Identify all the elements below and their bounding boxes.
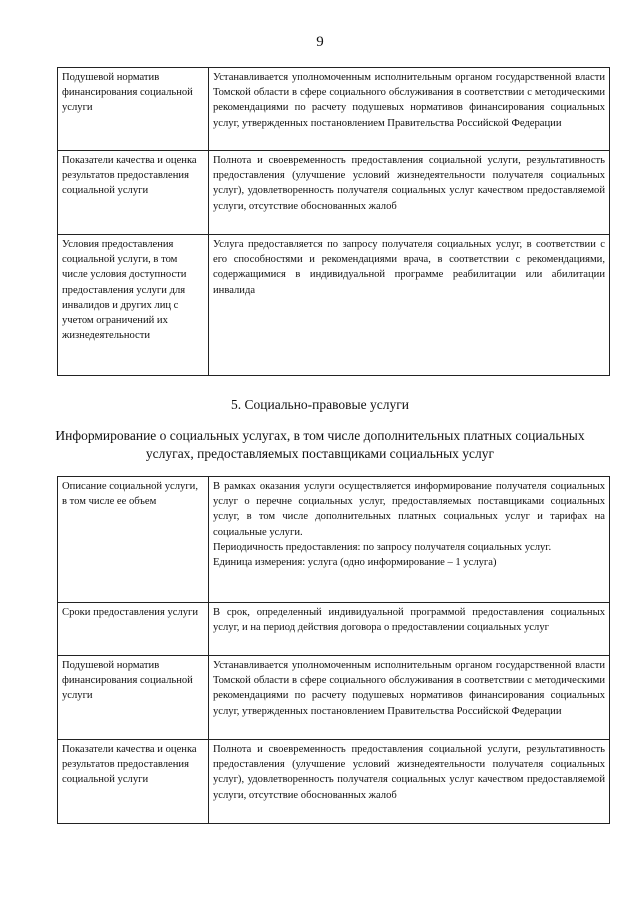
row-label: Показатели качества и оценка результатов предоставления социальной услуги — [58, 740, 209, 824]
row-unit: Единица измерения: услуга (одно информирование – 1 услуга) — [213, 557, 497, 569]
row-text: Устанавливается уполномоченным исполнительным органом государственной власти Томской области в сфере социального обслуживания в соответствии с методическими рекомендациями по расчету подушевых нормативов финансирования социальных услуг, утвержденных постановлением Правительства Российской Федерации — [209, 656, 610, 740]
service-heading: Информирование о социальных услугах, в том числе дополнительных платных социальных услугах, предоставляемых поставщиками социальных услуг — [55, 428, 585, 461]
table-row — [58, 656, 610, 740]
row-label: Сроки предоставления услуги — [58, 603, 209, 656]
row-text: Устанавливается уполномоченным исполнительным органом государственной власти Томской области в сфере социального обслуживания в соответствии с методическими рекомендациями по расчету подушевых нормативов финансирования социальных услуг, утвержденных постановлением Правительства Российской Федерации — [209, 68, 610, 151]
table-row — [58, 477, 610, 603]
row-text: Услуга предоставляется по запросу получателя социальных услуг, в соответствии с его способностями и рекомендациями врача, в соответствии с рекомендациями, содержащимися в индивидуальной программе реабилитации или абилитации инвалида — [209, 235, 610, 376]
row-label: Подушевой норматив финансирования социальной услуги — [58, 68, 209, 151]
bottom-service-table — [57, 476, 610, 824]
row-label: Описание социальной услуги, в том числе ее объем — [58, 477, 209, 603]
row-label: Подушевой норматив финансирования социальной услуги — [58, 656, 209, 740]
row-text: Полнота и своевременность предоставления социальной услуги, результативность предоставления (улучшение условий жизнедеятельности получателя социальных услуг), удовлетворенность получателя социальных услуг качеством предоставляемой услуги, отсутствие обоснованных жалоб — [209, 151, 610, 235]
page-number: 9 — [316, 34, 324, 50]
table-row — [58, 603, 610, 656]
table-row — [58, 151, 610, 235]
row-label: Условия предоставления социальной услуги, в том числе условия доступности предоставления услуги для инвалидов и других лиц с учетом ограничений их жизнедеятельности — [58, 235, 209, 376]
row-text: В рамках оказания услуги осуществляется информирование получателя социальных услуг о перечне социальных услуг, предоставляемых поставщиками социальных услуг, в том числе дополнительных платных социальных услуг и тарифах на социальные услуги. — [213, 481, 605, 538]
table-row — [58, 740, 610, 824]
row-label: Показатели качества и оценка результатов предоставления социальной услуги — [58, 151, 209, 235]
table-row — [58, 68, 610, 151]
row-text: Полнота и своевременность предоставления социальной услуги, результативность предоставления (улучшение условий жизнедеятельности получателя социальных услуг), удовлетворенность получателя социальных услуг качеством предоставляемой услуги, отсутствие обоснованных жалоб — [209, 740, 610, 824]
row-text: В срок, определенный индивидуальной программой предоставления социальных услуг, и на период действия договора о предоставлении социальных услуг — [209, 603, 610, 656]
row-text-cell — [209, 477, 610, 603]
row-periodicity: Периодичность предоставления: по запросу получателя социальных услуг. — [213, 541, 552, 553]
top-service-table — [57, 67, 610, 376]
table-row — [58, 235, 610, 376]
section-heading: 5. Социально-правовые услуги — [231, 397, 409, 412]
